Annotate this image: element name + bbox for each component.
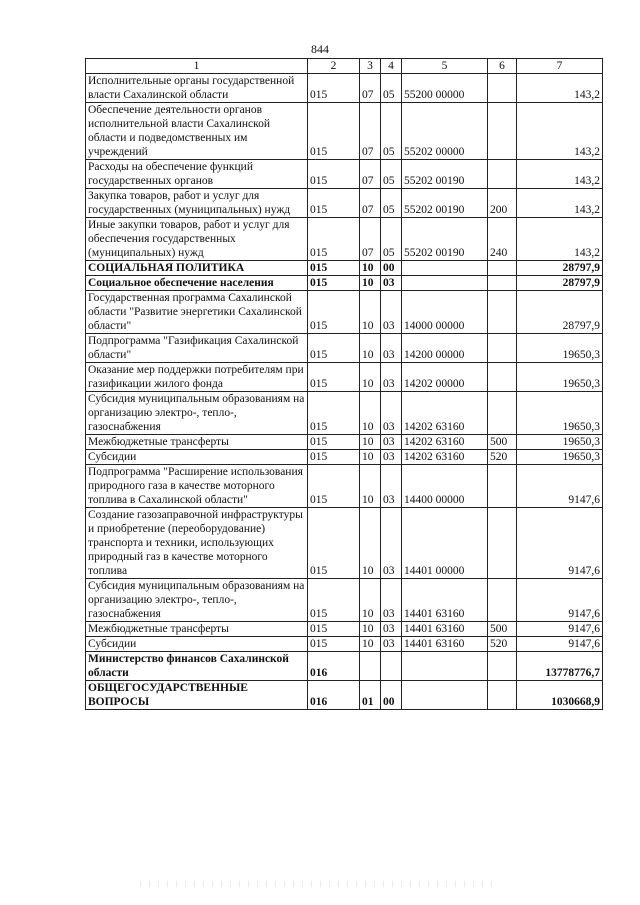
row-admin-code-cell: 015 bbox=[308, 622, 360, 637]
table-row bbox=[86, 160, 603, 189]
row-expense-type-cell bbox=[488, 363, 517, 392]
row-expense-type-cell: 240 bbox=[488, 218, 517, 261]
column-header: 7 bbox=[517, 59, 603, 74]
table-row bbox=[86, 363, 603, 392]
table-row bbox=[86, 435, 603, 450]
table-row bbox=[86, 334, 603, 363]
row-admin-code-cell: 015 bbox=[308, 508, 360, 579]
row-target-article-cell: 14400 00000 bbox=[402, 465, 488, 508]
row-name-cell: ОБЩЕГОСУДАРСТВЕННЫЕ ВОПРОСЫ bbox=[86, 681, 308, 710]
row-target-article-cell bbox=[402, 681, 488, 710]
column-header: 1 bbox=[86, 59, 308, 74]
row-subsection-cell: 00 bbox=[381, 681, 402, 710]
row-name-cell: Субсидии bbox=[86, 637, 308, 652]
row-amount-cell: 13778776,7 bbox=[517, 652, 603, 681]
row-amount-cell: 143,2 bbox=[517, 189, 603, 218]
row-expense-type-cell bbox=[488, 465, 517, 508]
table-row bbox=[86, 392, 603, 435]
row-subsection-cell: 05 bbox=[381, 103, 402, 160]
row-section-cell: 10 bbox=[360, 334, 381, 363]
row-amount-cell: 28797,9 bbox=[517, 291, 603, 334]
row-admin-code-cell: 015 bbox=[308, 637, 360, 652]
row-name-cell: Подпрограмма "Газификация Сахалинской области" bbox=[86, 334, 308, 363]
row-subsection-cell: 00 bbox=[381, 261, 402, 276]
row-target-article-cell: 14401 00000 bbox=[402, 508, 488, 579]
column-header: 2 bbox=[308, 59, 360, 74]
row-name-cell: Государственная программа Сахалинской области "Развитие энергетики Сахалинской области" bbox=[86, 291, 308, 334]
row-subsection-cell: 05 bbox=[381, 74, 402, 103]
row-section-cell: 07 bbox=[360, 218, 381, 261]
row-target-article-cell: 14202 63160 bbox=[402, 392, 488, 435]
row-amount-cell: 1030668,9 bbox=[517, 681, 603, 710]
table-row bbox=[86, 579, 603, 622]
row-name-cell: Иные закупки товаров, работ и услуг для обеспечения государственных (муниципальных) нужд bbox=[86, 218, 308, 261]
row-name-cell: Исполнительные органы государственной власти Сахалинской области bbox=[86, 74, 308, 103]
scan-artifact bbox=[140, 881, 500, 887]
row-admin-code-cell: 015 bbox=[308, 291, 360, 334]
row-target-article-cell bbox=[402, 652, 488, 681]
column-header: 5 bbox=[402, 59, 488, 74]
row-subsection-cell: 03 bbox=[381, 622, 402, 637]
table-row bbox=[86, 218, 603, 261]
row-admin-code-cell: 015 bbox=[308, 189, 360, 218]
row-subsection-cell: 03 bbox=[381, 291, 402, 334]
row-section-cell: 10 bbox=[360, 276, 381, 291]
table-row bbox=[86, 189, 603, 218]
row-target-article-cell: 14401 63160 bbox=[402, 579, 488, 622]
row-subsection-cell: 03 bbox=[381, 435, 402, 450]
row-subsection-cell: 03 bbox=[381, 637, 402, 652]
row-target-article-cell: 55202 00000 bbox=[402, 103, 488, 160]
table-row bbox=[86, 74, 603, 103]
row-name-cell: Субсидии bbox=[86, 450, 308, 465]
table-body bbox=[86, 74, 603, 710]
row-name-cell: Обеспечение деятельности органов исполнительной власти Сахалинской области и подведомственных им учреждений bbox=[86, 103, 308, 160]
row-amount-cell: 19650,3 bbox=[517, 363, 603, 392]
row-amount-cell: 19650,3 bbox=[517, 392, 603, 435]
row-section-cell: 10 bbox=[360, 392, 381, 435]
table-row bbox=[86, 261, 603, 276]
row-section-cell: 10 bbox=[360, 435, 381, 450]
row-section-cell: 10 bbox=[360, 261, 381, 276]
row-section-cell: 01 bbox=[360, 681, 381, 710]
row-expense-type-cell bbox=[488, 681, 517, 710]
row-target-article-cell: 55202 00190 bbox=[402, 218, 488, 261]
row-name-cell: Расходы на обеспечение функций государственных органов bbox=[86, 160, 308, 189]
row-expense-type-cell bbox=[488, 276, 517, 291]
row-target-article-cell: 14401 63160 bbox=[402, 637, 488, 652]
row-name-cell: Подпрограмма "Расширение использования природного газа в качестве моторного топлива в Сахалинской области" bbox=[86, 465, 308, 508]
page-number: 844 bbox=[311, 42, 329, 56]
row-admin-code-cell: 015 bbox=[308, 435, 360, 450]
row-subsection-cell: 05 bbox=[381, 189, 402, 218]
table-row bbox=[86, 652, 603, 681]
row-section-cell: 10 bbox=[360, 465, 381, 508]
row-section-cell: 07 bbox=[360, 160, 381, 189]
row-expense-type-cell: 500 bbox=[488, 622, 517, 637]
row-admin-code-cell: 015 bbox=[308, 218, 360, 261]
row-target-article-cell: 14200 00000 bbox=[402, 334, 488, 363]
row-amount-cell: 9147,6 bbox=[517, 579, 603, 622]
table-row bbox=[86, 681, 603, 710]
table-row bbox=[86, 103, 603, 160]
row-expense-type-cell bbox=[488, 160, 517, 189]
row-section-cell: 10 bbox=[360, 579, 381, 622]
row-name-cell: Закупка товаров, работ и услуг для государственных (муниципальных) нужд bbox=[86, 189, 308, 218]
row-subsection-cell: 03 bbox=[381, 276, 402, 291]
row-subsection-cell: 03 bbox=[381, 465, 402, 508]
row-target-article-cell: 55200 00000 bbox=[402, 74, 488, 103]
row-expense-type-cell bbox=[488, 103, 517, 160]
row-amount-cell: 143,2 bbox=[517, 160, 603, 189]
row-admin-code-cell: 015 bbox=[308, 363, 360, 392]
row-amount-cell: 143,2 bbox=[517, 103, 603, 160]
row-admin-code-cell: 015 bbox=[308, 392, 360, 435]
row-expense-type-cell bbox=[488, 392, 517, 435]
row-target-article-cell: 14401 63160 bbox=[402, 622, 488, 637]
row-expense-type-cell bbox=[488, 74, 517, 103]
row-section-cell: 07 bbox=[360, 74, 381, 103]
row-admin-code-cell: 016 bbox=[308, 681, 360, 710]
row-admin-code-cell: 016 bbox=[308, 652, 360, 681]
row-section-cell: 10 bbox=[360, 291, 381, 334]
row-expense-type-cell bbox=[488, 508, 517, 579]
row-admin-code-cell: 015 bbox=[308, 450, 360, 465]
row-expense-type-cell: 500 bbox=[488, 435, 517, 450]
row-amount-cell: 19650,3 bbox=[517, 435, 603, 450]
row-subsection-cell: 05 bbox=[381, 160, 402, 189]
row-admin-code-cell: 015 bbox=[308, 334, 360, 363]
row-expense-type-cell: 520 bbox=[488, 450, 517, 465]
table-row bbox=[86, 465, 603, 508]
row-subsection-cell: 03 bbox=[381, 579, 402, 622]
row-section-cell: 10 bbox=[360, 637, 381, 652]
table-row bbox=[86, 291, 603, 334]
table-row bbox=[86, 276, 603, 291]
row-target-article-cell: 55202 00190 bbox=[402, 160, 488, 189]
row-amount-cell: 19650,3 bbox=[517, 450, 603, 465]
row-expense-type-cell: 200 bbox=[488, 189, 517, 218]
row-expense-type-cell: 520 bbox=[488, 637, 517, 652]
column-header: 4 bbox=[381, 59, 402, 74]
row-target-article-cell: 14202 63160 bbox=[402, 450, 488, 465]
row-section-cell bbox=[360, 652, 381, 681]
row-amount-cell: 19650,3 bbox=[517, 334, 603, 363]
row-amount-cell: 143,2 bbox=[517, 218, 603, 261]
row-name-cell: Межбюджетные трансферты bbox=[86, 435, 308, 450]
row-amount-cell: 28797,9 bbox=[517, 261, 603, 276]
row-name-cell: Министерство финансов Сахалинской области bbox=[86, 652, 308, 681]
row-target-article-cell: 14202 00000 bbox=[402, 363, 488, 392]
table-row bbox=[86, 622, 603, 637]
row-name-cell: СОЦИАЛЬНАЯ ПОЛИТИКА bbox=[86, 261, 308, 276]
row-name-cell: Создание газозаправочной инфраструктуры и приобретение (переоборудование) транспорта и техники, использующих природный газ в качестве моторного топлива bbox=[86, 508, 308, 579]
row-section-cell: 07 bbox=[360, 103, 381, 160]
row-subsection-cell bbox=[381, 652, 402, 681]
row-expense-type-cell bbox=[488, 261, 517, 276]
row-admin-code-cell: 015 bbox=[308, 74, 360, 103]
row-subsection-cell: 03 bbox=[381, 392, 402, 435]
row-admin-code-cell: 015 bbox=[308, 579, 360, 622]
row-expense-type-cell bbox=[488, 652, 517, 681]
row-admin-code-cell: 015 bbox=[308, 103, 360, 160]
table-row bbox=[86, 450, 603, 465]
row-section-cell: 10 bbox=[360, 450, 381, 465]
row-name-cell: Социальное обеспечение населения bbox=[86, 276, 308, 291]
row-section-cell: 07 bbox=[360, 189, 381, 218]
column-header: 3 bbox=[360, 59, 381, 74]
row-target-article-cell: 14000 00000 bbox=[402, 291, 488, 334]
column-header-row bbox=[86, 59, 603, 74]
row-target-article-cell bbox=[402, 276, 488, 291]
row-amount-cell: 9147,6 bbox=[517, 508, 603, 579]
row-amount-cell: 28797,9 bbox=[517, 276, 603, 291]
row-name-cell: Межбюджетные трансферты bbox=[86, 622, 308, 637]
row-expense-type-cell bbox=[488, 579, 517, 622]
row-amount-cell: 9147,6 bbox=[517, 622, 603, 637]
row-name-cell: Оказание мер поддержки потребителям при газификации жилого фонда bbox=[86, 363, 308, 392]
row-amount-cell: 9147,6 bbox=[517, 465, 603, 508]
table-row bbox=[86, 637, 603, 652]
row-name-cell: Субсидия муниципальным образованиям на организацию электро-, тепло-, газоснабжения bbox=[86, 579, 308, 622]
row-section-cell: 10 bbox=[360, 363, 381, 392]
row-subsection-cell: 03 bbox=[381, 334, 402, 363]
row-amount-cell: 143,2 bbox=[517, 74, 603, 103]
row-admin-code-cell: 015 bbox=[308, 160, 360, 189]
row-admin-code-cell: 015 bbox=[308, 465, 360, 508]
row-subsection-cell: 03 bbox=[381, 508, 402, 579]
row-subsection-cell: 05 bbox=[381, 218, 402, 261]
row-expense-type-cell bbox=[488, 291, 517, 334]
row-section-cell: 10 bbox=[360, 508, 381, 579]
row-name-cell: Субсидия муниципальным образованиям на организацию электро-, тепло-, газоснабжения bbox=[86, 392, 308, 435]
row-amount-cell: 9147,6 bbox=[517, 637, 603, 652]
row-target-article-cell bbox=[402, 261, 488, 276]
column-header: 6 bbox=[488, 59, 517, 74]
row-admin-code-cell: 015 bbox=[308, 276, 360, 291]
row-target-article-cell: 55202 00190 bbox=[402, 189, 488, 218]
row-subsection-cell: 03 bbox=[381, 363, 402, 392]
row-section-cell: 10 bbox=[360, 622, 381, 637]
row-admin-code-cell: 015 bbox=[308, 261, 360, 276]
row-subsection-cell: 03 bbox=[381, 450, 402, 465]
row-expense-type-cell bbox=[488, 334, 517, 363]
budget-table bbox=[85, 58, 603, 710]
table-row bbox=[86, 508, 603, 579]
row-target-article-cell: 14202 63160 bbox=[402, 435, 488, 450]
